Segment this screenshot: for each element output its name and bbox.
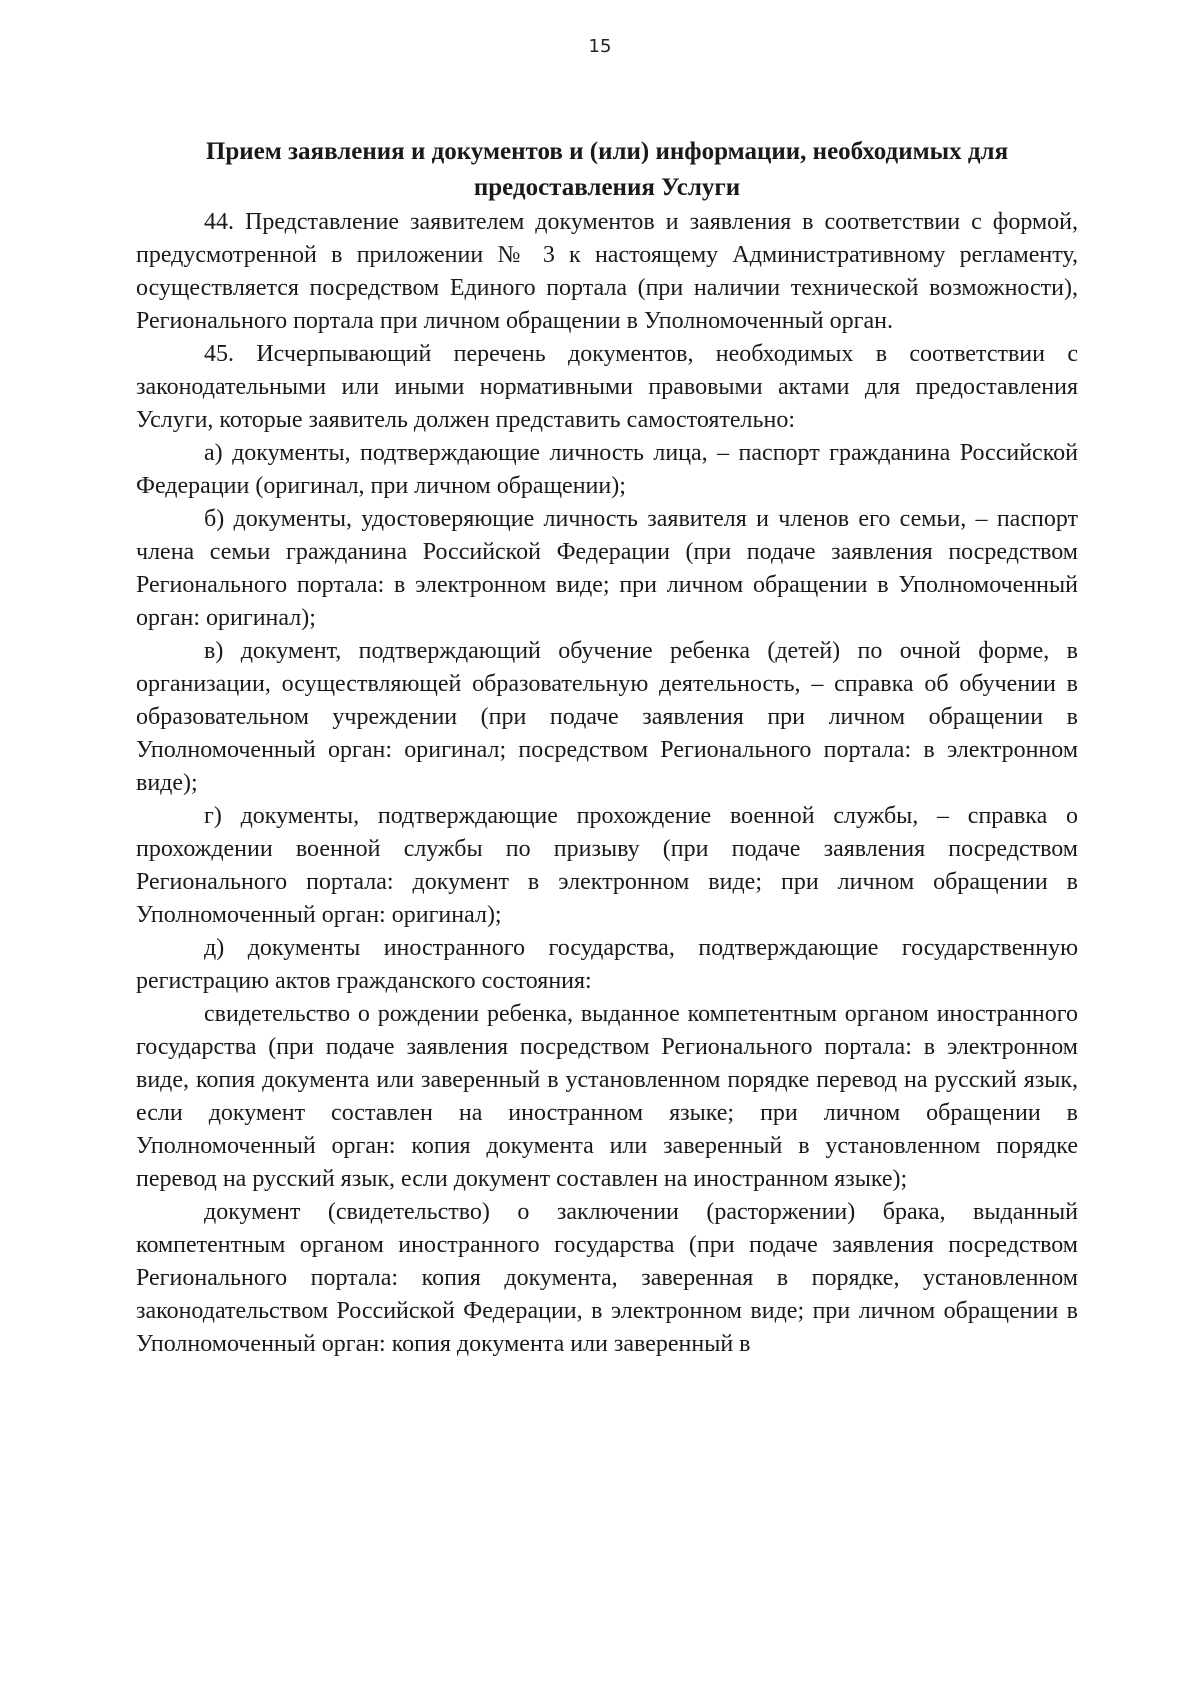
list-item-v: в) документ, подтверждающий обучение ребенка (детей) по очной форме, в организации, осуществляющей образовательную деятельность, – справка об обучении в образовательном учреждении (при подаче заявления при личном обращении в Уполномоченный орган: оригинал; посредством Регионального портала: в электронном виде); [136, 638, 1078, 796]
section-heading-line-2: предоставления Услуги [473, 174, 741, 201]
document-body [136, 134, 1078, 1361]
paragraph-44: 44. Представление заявителем документов и заявления в соответствии с формой, предусмотренной в приложении № 3 к настоящему Административному регламенту, осуществляется посредством Единого портала (при наличии технической возможности), Регионального портала при личном обращении в Уполномоченный орган. [136, 209, 1078, 334]
list-item-b: б) документы, удостоверяющие личность заявителя и членов его семьи, – паспорт члена семьи гражданина Российской Федерации (при подаче заявления посредством Регионального портала: в электронном виде; при личном обращении в Уполномоченный орган: оригинал); [136, 506, 1078, 631]
sub-item-birth-certificate: свидетельство о рождении ребенка, выданное компетентным органом иностранного государства (при подаче заявления посредством Регионального портала: в электронном виде, копия документа или заверенный в установленном порядке перевод на русский язык, если документ составлен на иностранном языке; при личном обращении в Уполномоченный орган: копия документа или заверенный в установленном порядке перевод на русский язык, если документ составлен на иностранном языке); [136, 1001, 1078, 1192]
list-item-d: д) документы иностранного государства, подтверждающие государственную регистрацию актов гражданского состояния: [136, 935, 1078, 994]
section-heading-line-1: Прием заявления и документов и (или) информации, необходимых для [205, 138, 1009, 165]
page-number: 15 [588, 36, 612, 57]
section-heading [136, 134, 1078, 206]
paragraph-45: 45. Исчерпывающий перечень документов, необходимых в соответствии с законодательными или иными нормативными правовыми актами для предоставления Услуги, которые заявитель должен представить самостоятельно: [136, 341, 1078, 433]
list-item-g: г) документы, подтверждающие прохождение военной службы, – справка о прохождении военной службы по призыву (при подаче заявления посредством Регионального портала: документ в электронном виде; при личном обращении в Уполномоченный орган: оригинал); [136, 803, 1078, 928]
sub-item-marriage-certificate: документ (свидетельство) о заключении (расторжении) брака, выданный компетентным органом иностранного государства (при подаче заявления посредством Регионального портала: копия документа, заверенная в порядке, установленном законодательством Российской Федерации, в электронном виде; при личном обращении в Уполномоченный орган: копия документа или заверенный в [136, 1199, 1078, 1357]
list-item-a: а) документы, подтверждающие личность лица, – паспорт гражданина Российской Федерации (оригинал, при личном обращении); [136, 440, 1078, 499]
